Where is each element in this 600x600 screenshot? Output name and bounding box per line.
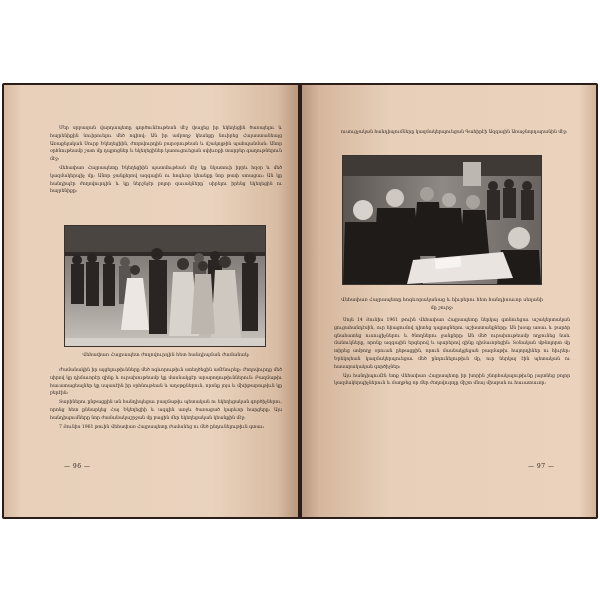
left-page-number: — 96 —	[64, 463, 91, 470]
left-top-text	[50, 125, 282, 197]
open-book	[2, 83, 598, 519]
left-paragraph-1: Մեր սրբազան վարդապետը գործունէութեան մէջ փայլեց իր եկեղեցին ծառայելու և հայրենիքին նուիրուելու մեծ ոգիով։ Ան իր ամբողջ կեանքը նուիրեց Հայաստանեայց Առաքելական Սուրբ Եկեղեցիին, ժողովուրդին բարօրութեան և մշակոյթին պահպանման։ Անոր օրհնութեամբ շատ մը դպրոցներ և եկեղեցիներ կառուցուեցան սփիւռքի տարբեր գաղութներուն մէջ։	[50, 126, 282, 163]
right-body-text	[334, 317, 570, 389]
left-bottom-text	[50, 367, 282, 432]
left-photo-image	[65, 226, 265, 346]
right-intro-text: ուսուցչական հանդիպումները կազմակերպուեցան Գահիրէի Ազգային Առաջնորդարանին մէջ։	[341, 130, 568, 135]
right-paragraph-2: Այս հանդիպումէն ետք Վեհափառ Հայրապետը իր խորին շնորհակալութիւնը յայտնեց բոլոր կազմակերպիչներուն և մաղթեց որ մեր ժողովուրդը միշտ մնայ միաբան ու հաւատաւոր։	[334, 373, 570, 387]
right-photo-image	[343, 156, 541, 284]
left-photo	[64, 225, 266, 347]
left-paragraph-5: 7 Յունիս 1961 թուին Վեհափառ Հայրապետը ժամանեց ու մեծ ընդունելութիւն գտաւ։	[59, 424, 265, 430]
right-paragraph-1: Սոյն 14 Յունիս 1961 թուին Վեհափառ Հայրապետը ներկայ գտնուեցաւ աշակերտական ցուցահանդէսին, ուր հիացումով դիտեց դպրոցներու աշխատանքները։ Ան խօսք առաւ և բարձր գնահատեց ուսուցիչներու և ծնողներու ջանքերը։ Ան մեծ ուրախութեամբ ողջունեց նաև մանուկները, որոնք ազգային երգերով և պարերով զինք դիմաւորեցին։ Տօնական մթնոլորտ մը տիրեց ամբողջ օրուան ընթացքին, որուն մասնակցեցան բազմաթիւ հայորդիներ ու հիւրեր։ Երեկոյեան կազմակերպուեցաւ մեծ ընդունելութիւն մը, ուր ներկայ էին պետական ու հասարակական գործիչներ։	[334, 318, 570, 370]
right-page	[302, 85, 596, 517]
left-photo-caption: Վեհափառ Հայրապետ ժողովուրդին հետ հանդիպման ժամանակ։	[82, 353, 250, 358]
left-page	[4, 85, 298, 517]
left-paragraph-2: Վեհափառ Հայրապետը Եկեղեցիին պատմութեան մէջ կը նկատուի իբրև հզօր և մեծ կազմակերպիչ մը։ Անոր ջանքերով ազգային ու հոգևոր կեանքը նոր թափ ստացաւ։ Ան կը հանդիպէր ժողովուրդին և կը ներշնչէր բոլոր զաւակները՝ սիրելու իրենց եկեղեցին ու հայրենիքը։	[50, 165, 282, 195]
left-paragraph-4: Տարիներու ընթացքին ան հանդիպեցաւ բազմաթիւ պետական ու եկեղեցական գործիչներու, որոնց հետ քննարկեց Հայ Եկեղեցիի և ազգին առջև ծառացած կարևոր հարցերը։ Այս հանդիպումները նոր ժամանակաշրջան մը բացին մեր եկեղեցական կեանքին մէջ։	[50, 400, 282, 421]
right-photo	[342, 155, 542, 285]
left-paragraph-3: Ժամանակին իր այցելութիւնները մեծ ոգևորութիւն ստեղծեցին ամէնուրեք։ Ժողովուրդը մեծ սիրով կը դիմաւորէր զինք և ուրախութեամբ կը մասնակցէր արարողութիւններուն։ Բազմաթիւ հաւատացեալներ կը սպասէին իր օրհնութեան և աղօթքներուն, որոնք յոյս և մխիթարութիւն կը բերէին։	[50, 368, 282, 397]
right-page-number: — 97 —	[528, 463, 555, 470]
right-photo-caption: Վեհափառ Հայրապետը հոգևորականաց և հիւրերու հետ հանդիսաւոր սեղանի մը շուրջ։	[340, 298, 544, 311]
